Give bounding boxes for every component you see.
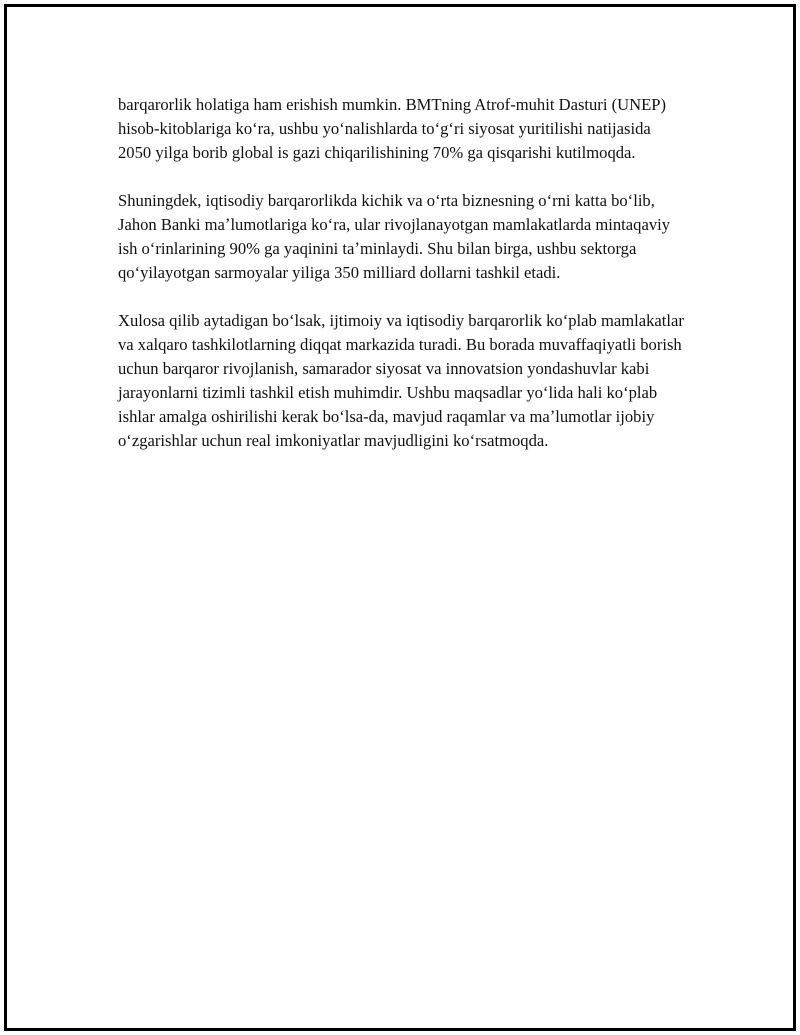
paragraph-2: Shuningdek, iqtisodiy barqarorlikda kichik va oʻrta biznesning oʻrni katta boʻlib, Jahon Banki maʼlumotlariga koʻra, ular rivojlanayotgan mamlakatlarda mintaqaviy ish oʻrinlarining 90% ga yaqinini taʼminlaydi. Shu bilan birga, ushbu sektorga qoʻyilayotgan sarmoyalar yiliga 350 milliard dollarni tashkil etadi. xyxy=(118,191,671,282)
paragraph-1: barqarorlik holatiga ham erishish mumkin. BMTning Atrof-muhit Dasturi (UNEP) hisob-kitoblariga koʻra, ushbu yoʻnalishlarda toʻgʻri siyosat yuritilishi natijasida 2050 yilga borib global is gazi chiqarilishining 70% ga qisqarishi kutilmoqda. xyxy=(118,95,666,162)
paragraph-3: Xulosa qilib aytadigan boʻlsak, ijtimoiy va iqtisodiy barqarorlik koʻplab mamlakatlar va xalqaro tashkilotlarning diqqat markazida turadi. Bu borada muvaffaqiyatli borish uchun barqaror rivojlanish, samarador siyosat va innovatsion yondashuvlar kabi jarayonlarni tizimli tashkil etish muhimdir. Ushbu maqsadlar yoʻlida hali koʻplab ishlar amalga oshirilishi kerak boʻlsa-da, mavjud raqamlar va maʼlumotlar ijobiy oʻzgarishlar uchun real imkoniyatlar mavjudligini koʻrsatmoqda. xyxy=(118,311,684,450)
document-body xyxy=(118,93,688,477)
